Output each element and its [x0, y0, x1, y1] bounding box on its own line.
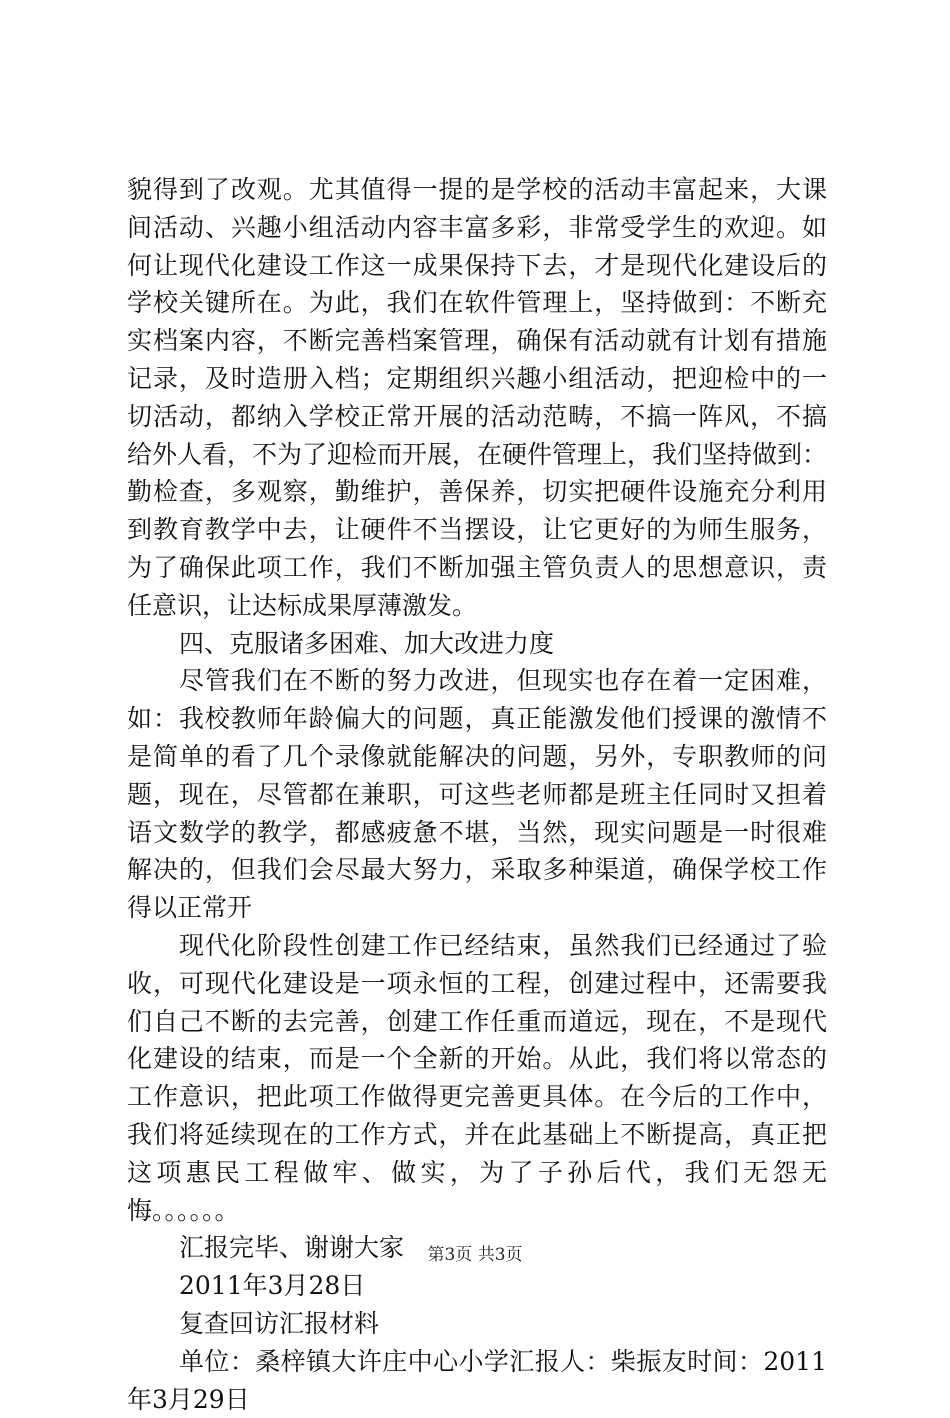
text-line: 如：我校教师年龄偏大的问题，真正能激发他们授课的激情不	[127, 700, 827, 738]
text-line: 四、克服诸多困难、加大改进力度	[127, 625, 827, 663]
text-line: 记录，及时造册入档；定期组织兴趣小组活动，把迎检中的一	[127, 360, 827, 398]
document-body	[127, 171, 827, 1418]
text-line: 我们将延续现在的工作方式，并在此基础上不断提高，真正把	[127, 1116, 827, 1154]
text-line: 给外人看，不为了迎检而开展，在硬件管理上，我们坚持做到：	[127, 436, 827, 474]
text-line: 这项惠民工程做牢、做实，为了子孙后代，我们无怨无	[127, 1154, 827, 1192]
text-line: 语文数学的教学，都感疲惫不堪，当然，现实问题是一时很难	[127, 814, 827, 852]
text-line: 到教育教学中去，让硬件不当摆设，让它更好的为师生服务，	[127, 511, 827, 549]
text-line: 任意识，让达标成果厚薄激发。	[127, 587, 827, 625]
text-line: 何让现代化建设工作这一成果保持下去，才是现代化建设后的	[127, 247, 827, 285]
text-line: 收，可现代化建设是一项永恒的工程，创建过程中，还需要我	[127, 965, 827, 1003]
text-line: 实档案内容，不断完善档案管理，确保有活动就有计划有措施	[127, 322, 827, 360]
text-line: 题，现在，尽管都在兼职，可这些老师都是班主任同时又担着	[127, 776, 827, 814]
text-line: 学校关键所在。为此，我们在软件管理上，坚持做到：不断充	[127, 284, 827, 322]
text-line: 化建设的结束，而是一个全新的开始。从此，我们将以常态的	[127, 1040, 827, 1078]
text-line: 勤检查，多观察，勤维护，善保养，切实把硬件设施充分利用	[127, 473, 827, 511]
text-line: 悔。。。。。。	[127, 1192, 827, 1230]
page-footer: 第3页 共3页	[0, 1243, 950, 1267]
text-line: 间活动、兴趣小组活动内容丰富多彩，非常受学生的欢迎。如	[127, 209, 827, 247]
text-line: 们自己不断的去完善，创建工作任重而道远，现在，不是现代	[127, 1003, 827, 1041]
text-line: 貌得到了改观。尤其值得一提的是学校的活动丰富起来，大课	[127, 171, 827, 209]
text-line: 为了确保此项工作，我们不断加强主管负责人的思想意识，责	[127, 549, 827, 587]
text-line: 年3月29日	[127, 1381, 827, 1418]
text-line: 切活动，都纳入学校正常开展的活动范畴，不搞一阵风，不搞	[127, 398, 827, 436]
text-line: 是简单的看了几个录像就能解决的问题，另外，专职教师的问	[127, 738, 827, 776]
text-line: 现代化阶段性创建工作已经结束，虽然我们已经通过了验	[127, 927, 827, 965]
text-line: 尽管我们在不断的努力改进，但现实也存在着一定困难，	[127, 662, 827, 700]
text-line: 单位：桑梓镇大许庄中心小学汇报人：柴振友时间：2011	[127, 1343, 827, 1381]
text-line: 得以正常开	[127, 889, 827, 927]
text-line: 解决的，但我们会尽最大努力，采取多种渠道，确保学校工作	[127, 851, 827, 889]
text-line: 工作意识，把此项工作做得更完善更具体。在今后的工作中，	[127, 1078, 827, 1116]
text-line: 汇报完毕、谢谢大家	[127, 1229, 827, 1267]
text-line: 2011年3月28日	[127, 1267, 827, 1305]
text-line: 复查回访汇报材料	[127, 1305, 827, 1343]
